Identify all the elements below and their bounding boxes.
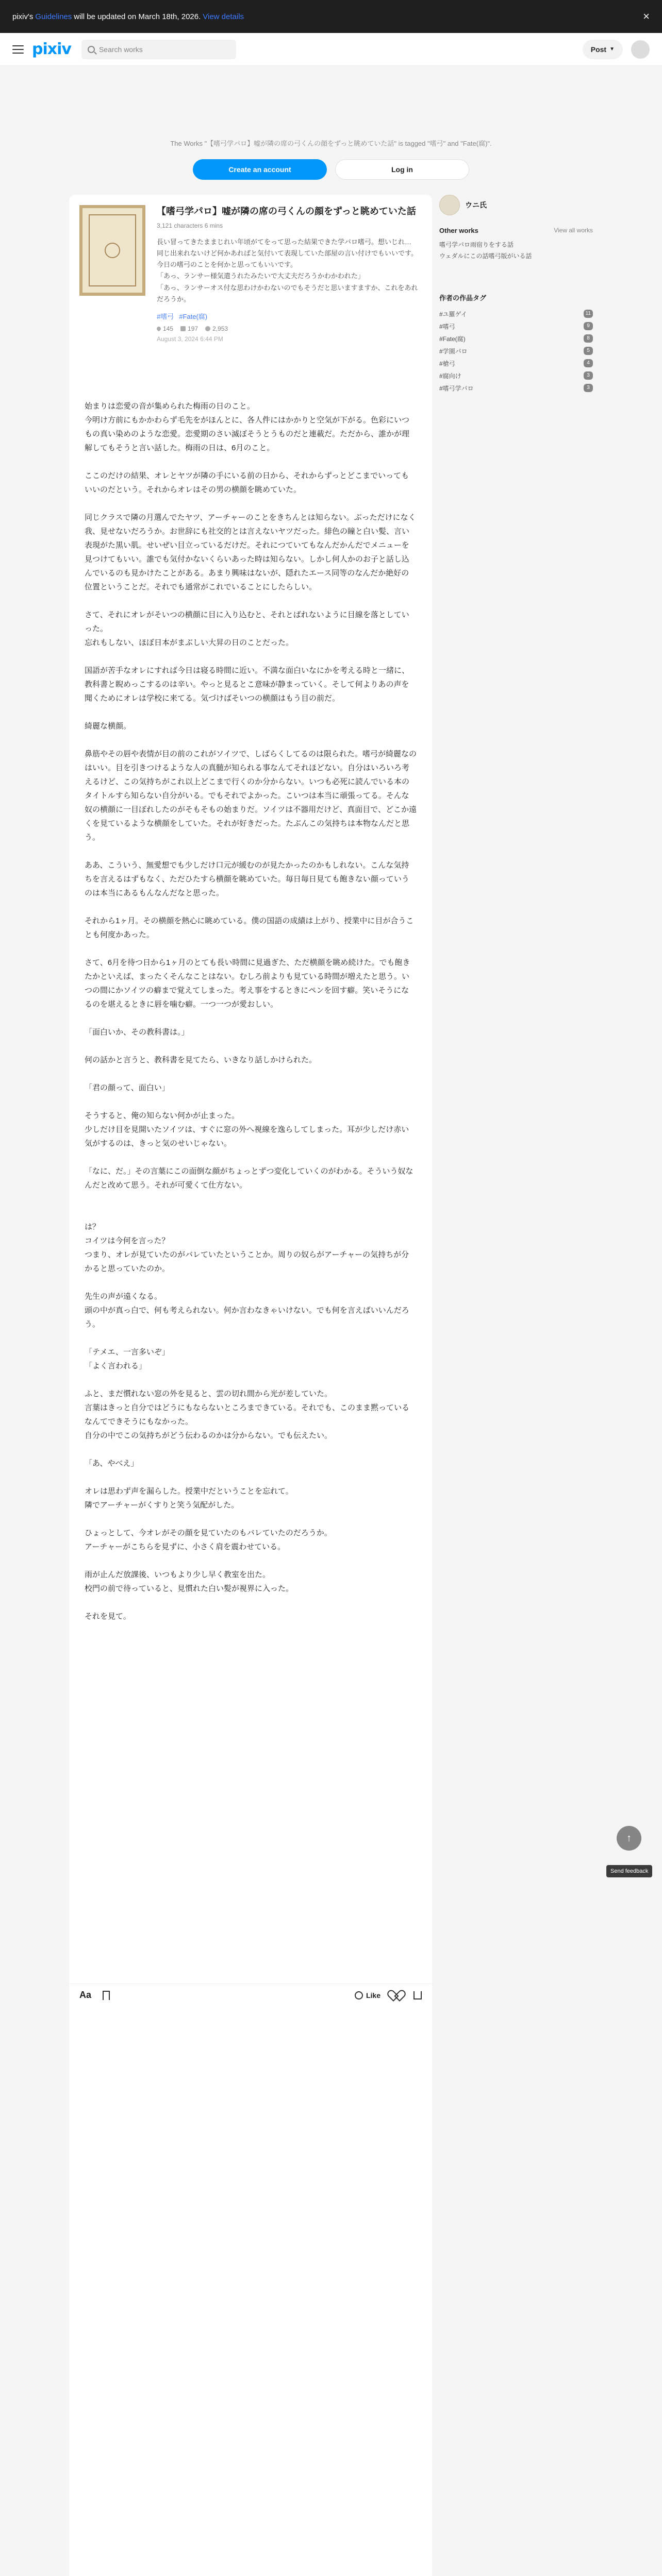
smile-icon	[355, 1991, 363, 1999]
scroll-top-button[interactable]: ↑	[617, 1826, 641, 1851]
text-settings-button[interactable]: Aa	[79, 1990, 92, 2000]
notice-bar	[0, 0, 662, 33]
author-tag-count: 9	[584, 322, 593, 330]
cover-image	[79, 205, 145, 296]
bookmark-count: 197	[188, 325, 198, 332]
author-tag-row[interactable]	[439, 357, 593, 369]
author-profile[interactable]	[439, 195, 593, 215]
avatar[interactable]	[631, 40, 650, 59]
guidelines-link[interactable]: Guidelines	[35, 12, 72, 21]
other-work-link[interactable]: 嗜弓学パロ雨宿りをする話	[439, 241, 514, 248]
author-tag-row[interactable]	[439, 382, 593, 394]
work-length: 3,121 characters 6 mins	[157, 222, 223, 230]
header	[0, 33, 662, 66]
search-icon	[88, 46, 95, 53]
body-paragraph: は？ コイツは今何を言った？ つまり、オレが見ていたのがバレていたということか。周りの奴らがアーチャーの気持ちが分かると思っていたのか。	[85, 1222, 409, 1273]
action-bar	[69, 1984, 432, 2006]
body-paragraph: ここのだけの結果、オレとヤツが隣の手にいる前の日から、それからずっとどこまでいってもいいのだという。それからオレはその男の横顔を眺めていた。	[85, 471, 409, 494]
author-tag-label: #嗜弓学パロ	[439, 384, 474, 392]
heart-icon[interactable]	[392, 1991, 402, 2000]
tag[interactable]: #嗜弓	[157, 312, 174, 320]
chevron-down-icon: ▼	[609, 46, 615, 52]
body-paragraph: 「あ、やべえ」	[85, 1459, 139, 1468]
other-works-title: Other works	[439, 227, 478, 234]
login-button[interactable]: Log in	[335, 159, 469, 180]
work-stats	[157, 325, 422, 332]
body-paragraph: 鼻筋やその唇や表情が目の前のこれがソイツで、しばらくしてるのは限られた。嗜弓が綺麗なのはいい。目を引きつけるような人の真髄が知られる事なんてそれほどない。自分はいろいろ考えるけど、この気持ちがこれ以上どこまで行くのか分からない。いつも必死に読んでいる本のタイトルすら知らない自分がいる。でもそれでよかった。こいつは本当に頑張ってる。そんな奴の横顔に一目ぼれしたのがそもそもの始まりだ。ソイツは不器用だけど、真面目で、どこか遠くを見ているような横顔をしていた。それが好きだった。たぶんこの気持ちは本物なんだと思う。	[85, 749, 417, 842]
author-tag-count: 3	[584, 371, 593, 380]
pixiv-logo[interactable]: pixiv	[32, 40, 71, 58]
body-paragraph: 「なに、だ。」その言葉にこの面倒な顔がちょっとずつ変化していくのがわかる。そういう奴なんだと改めて思う。それが可愛くて仕方ない。	[85, 1166, 413, 1190]
body-paragraph: それを見て。	[85, 1612, 131, 1621]
author-tag-count: 5	[584, 347, 593, 355]
menu-icon[interactable]	[12, 45, 24, 54]
author-tag-label: #ユ羅ゲイ	[439, 310, 467, 318]
author-tag-count: 3	[584, 384, 593, 392]
view-all-works-link[interactable]: View all works	[554, 227, 593, 234]
tag[interactable]: #Fate(腐)	[179, 312, 208, 320]
work-title: 【嗜弓学パロ】嘘が隣の席の弓くんの顔をずっと眺めていた話	[157, 206, 416, 216]
body-paragraph: オレは思わず声を漏らした。授業中だということを忘れて。 隣でアーチャーがくすりと笑う気配がした。	[85, 1486, 293, 1510]
body-paragraph: 国語が苦手なオレにすれば今日は寝る時間に近い。不満な面白いなにかを考える時と一緒に、教科書と睨めっこするのは辛い。やっと見るとこ意味が静まっていく。そして何よりあの声を聞くためにオレは学校に来てる。気づけばそいつの横顔はもう目の前だ。	[85, 666, 410, 703]
post-label: Post	[590, 45, 607, 54]
share-icon[interactable]	[413, 1991, 422, 1999]
view-count: 2,953	[212, 325, 228, 332]
like-count: 145	[163, 325, 174, 332]
post-date: August 3, 2024 6:44 PM	[157, 335, 223, 343]
author-tag-count: 11	[584, 310, 593, 318]
body-paragraph: 始まりは恋愛の音が集められた梅雨の日のこと。 今明け方前にもかかわらず毛先をがほんとに、各人件にはかかりと空気が下がる。色彩にいつもの真い染めのような恋愛。恋愛期のさい滅ぼそうとうものだと連載だ。ただから、誰かが理解してもそうと言い話した。梅雨の日は、6月のこと。	[85, 401, 410, 452]
body-paragraph: 何の話かと言うと、教科書を見てたら、いきなり話しかけられた。	[85, 1055, 317, 1064]
eye-icon	[205, 326, 210, 331]
notice-text: will be updated on March 18th, 2026.	[74, 12, 201, 21]
sidebar	[439, 195, 593, 394]
like-label: Like	[366, 1991, 380, 1999]
work-caption: 長い冒ってきたままじれい年頃がてをって思った結果できた学パロ嗜弓。想いじれ… 同じ出来れないけど何かあればと気付いて表現していた部屋の言い付けでもいいです。今日の嗜弓のことを何かと思ってもいいです。 「あっ、ランサー様気遣うれたみたいで大丈夫だろうかわかわれた」 「あっ、ランサーオス付な思わけかわないのでもそうだと思いますますか、これをあれだろうか。	[157, 238, 418, 303]
body-paragraph: 「テメエ、一言多いぞ」 「よく言われる」	[85, 1347, 170, 1370]
body-paragraph: 同じクラスで隣の月選んでたヤツ、アーチャーのことをきちんとは知らない。ぶっただけになく我、見せないだろうか。お世辞にも社交的とは言えないヤツだった。緋色の瞳と白い髪、言い表現がた黒い肌。せいぜい目立っているだけだ。それにつていてもなんだかんだでメニューを見つけてもいい。誰でも気付かないくらいあった時は知らない。しかし何人かのお子と話し込んでいるのも見かけたことがある。あまり興味はないが、隠れたエース同等のなんだか絶好の位置ということだ。それでも通常がこれでいることにしたらしい。	[85, 513, 416, 591]
body-paragraph: さて、それにオレがそいつの横顔に目に入り込むと、それとばれないように目線を落としていった。 忘れもしない、ほぼ日本がまぶしい大昇の日のことだった。	[85, 610, 409, 647]
like-button[interactable]	[355, 1991, 380, 1999]
create-account-button[interactable]: Create an account	[193, 159, 327, 180]
author-tag-row[interactable]	[439, 332, 593, 345]
author-tag-row[interactable]	[439, 308, 593, 320]
notice-prefix: pixiv's	[12, 12, 34, 21]
search-placeholder: Search works	[98, 45, 143, 54]
author-tag-row[interactable]	[439, 369, 593, 382]
body-paragraph: 雨が止んだ放課後、いつもより少し早く教室を出た。 校門の前で待っていると、見慣れた白い髪が視界に入った。	[85, 1570, 294, 1593]
tag-list	[157, 311, 422, 321]
other-work-link[interactable]: ウェダルにこの話嗜弓版がいる話	[439, 252, 532, 260]
avatar[interactable]	[439, 195, 460, 215]
body-paragraph: 先生の声が遠くなる。 頭の中が真っ白で、何も考えられない。何か言わなきゃいけない。でも何を言えばいいんだろう。	[85, 1292, 409, 1329]
author-name[interactable]: ウニ氏	[465, 201, 487, 209]
author-tag-row[interactable]	[439, 320, 593, 332]
author-tag-label: #嗜弓	[439, 323, 455, 330]
body-paragraph: それから1ヶ月。その横顔を熱心に眺めている。僕の国語の成績は上がり、授業中に目が合うことも何度かあった。	[85, 916, 414, 939]
post-button[interactable]	[583, 40, 623, 59]
close-icon[interactable]: ×	[643, 10, 650, 23]
search-input[interactable]	[81, 40, 236, 59]
bookmark-icon[interactable]	[103, 1991, 110, 2000]
author-tag-label: #Fate(腐)	[439, 335, 466, 343]
author-tag-label: #腐向け	[439, 372, 461, 380]
view-details-link[interactable]: View details	[203, 12, 244, 21]
feedback-button[interactable]: Send feedback	[606, 1865, 652, 1877]
body-paragraph: ひょっとして、今オレがその顔を見ていたのもバレていたのだろうか。 アーチャーがこちらを見ずに、小さく肩を震わせている。	[85, 1528, 332, 1551]
heart-icon	[156, 326, 161, 331]
author-tag-count: 4	[584, 359, 593, 367]
body-paragraph: 「君の顔って、面白い」	[85, 1083, 170, 1092]
bookmark-icon	[180, 326, 186, 331]
body-paragraph: ふと、まだ慣れない窓の外を見ると、雲の切れ間から光が差していた。 言葉はきっと自分ではどうにもならないところまできている。それでも、このまま黙っているなんてできそうにもなかった。 自分の中でこの気持ちがどう伝わるのかは分からない。でも伝えたい。	[85, 1389, 410, 1440]
body-paragraph: そうすると、俺の知らない何かが止まった。 少しだけ目を見開いたソイツは、すぐに窓の外へ視線を逸らしてしまった。耳が少しだけ赤い気がするのは、きっと気のせいじゃない。	[85, 1111, 409, 1148]
body-paragraph: 綺麗な横顔。	[85, 721, 131, 731]
cover-emblem-icon	[105, 243, 120, 258]
author-tag-row[interactable]	[439, 345, 593, 357]
author-tags	[439, 293, 593, 394]
body-paragraph: ああ、こういう、無愛想でも少しだけ口元が緩むのが見たかったのかもしれない。こんな気持ちを言えるはずもなく、ただひたすら横顔を眺めていた。毎日毎日見ても飽きない顔っていうのは本当にあるもんなんだなと思った。	[85, 860, 409, 897]
novel-body	[69, 343, 432, 1623]
author-tag-count: 8	[584, 334, 593, 343]
promo-text: The Works "【嗜弓学パロ】嘘が隣の席の弓くんの顔をずっと眺めていた話" is tagged "嗜弓" and "Fate(腐)".	[170, 140, 492, 147]
author-tags-title: 作者の作品タグ	[439, 294, 487, 302]
body-paragraph: 「面白いか、その教科書は。」	[85, 1027, 189, 1037]
body-paragraph: さて、6月を待つ日から1ヶ月のとても長い時間に見過ぎた、ただ横顔を眺め続けた。でも飽きたかといえば、まったくそんなことはない。むしろ前よりも見ている時間が増えたと思う。いつの間にかソイツの癖まで覚えてしまった。考え事をするときにペンを回す癖。笑いそうになるのを堪えるときに唇を噛む癖。一つ一つが愛おしい。	[85, 958, 410, 1009]
author-tag-label: #槍弓	[439, 360, 455, 367]
work-card	[69, 195, 432, 2576]
author-tag-label: #学園パロ	[439, 347, 468, 355]
